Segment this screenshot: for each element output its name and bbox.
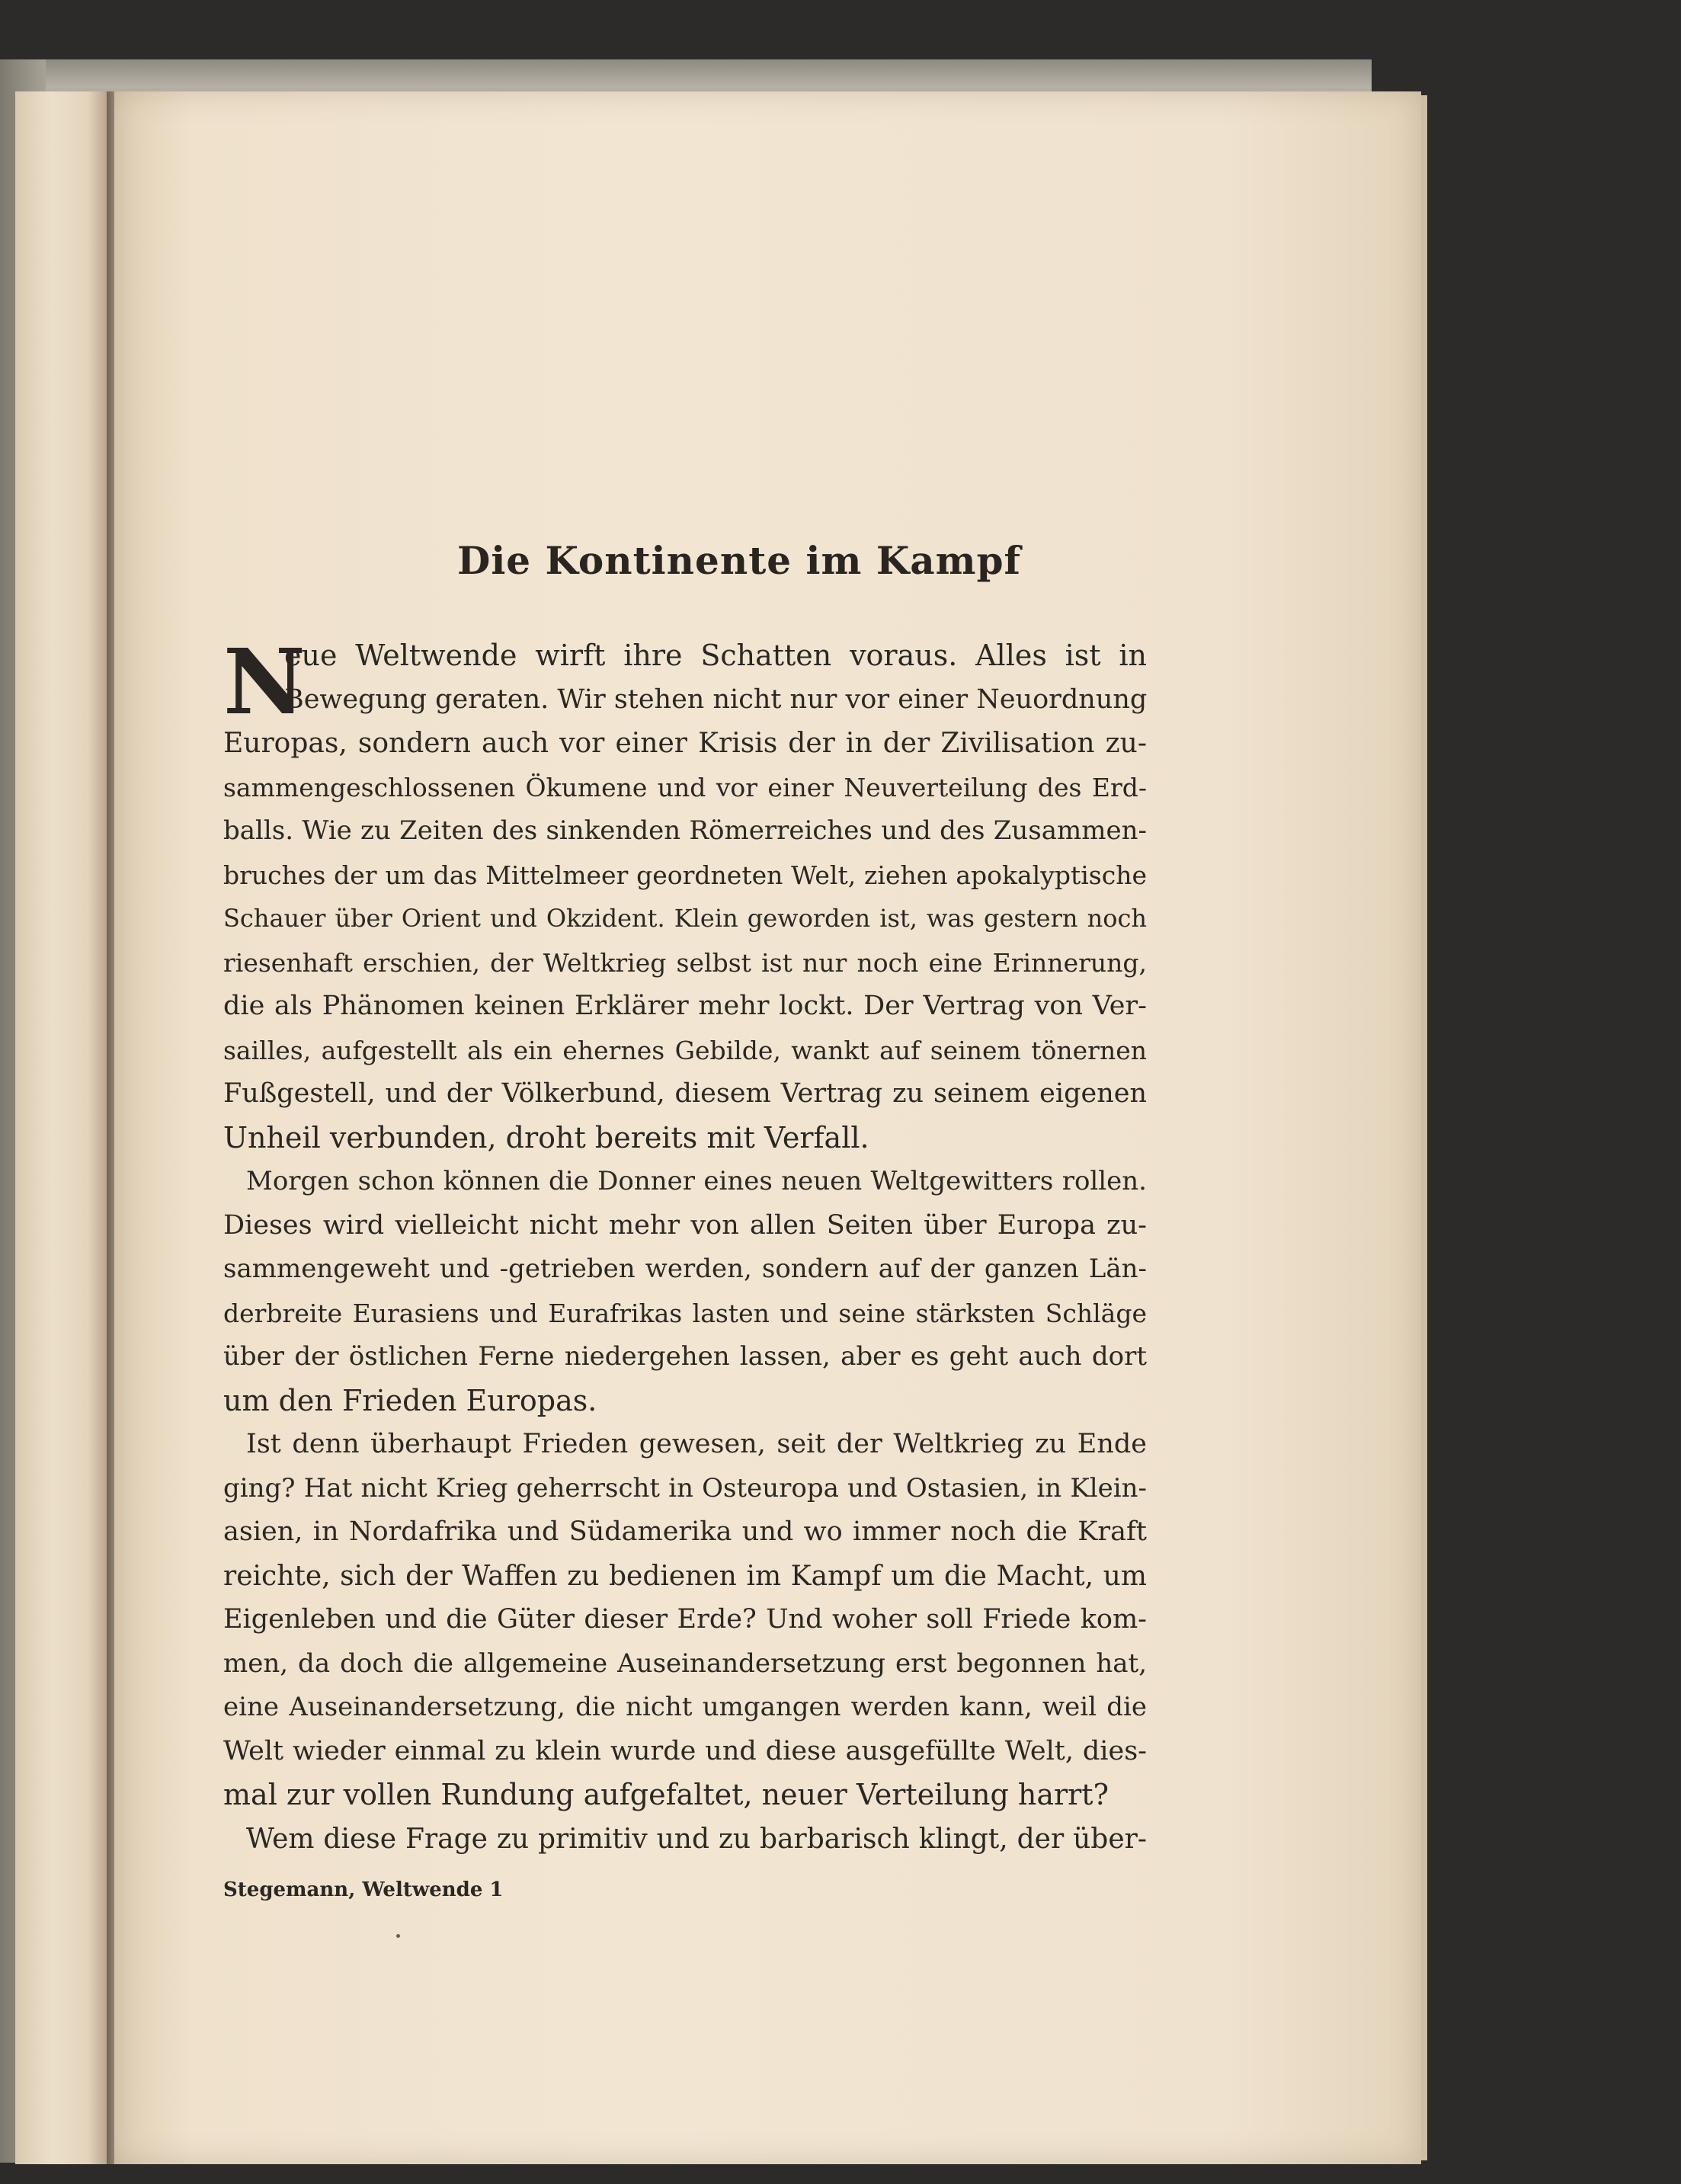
text-line: Bewegung geraten. Wir stehen nicht nur vor einer Neuordnung	[284, 684, 1147, 715]
text-line: Welt wieder einmal zu klein wurde und diese ausgefüllte Welt, dies-	[223, 1735, 1147, 1766]
text-line: reichte, sich der Waffen zu bedienen im Kampf um die Macht, um	[223, 1560, 1147, 1592]
text-line: Schauer über Orient und Okzident. Klein geworden ist, was gestern noch	[223, 904, 1147, 933]
text-line: Eigenleben und die Güter dieser Erde? Und woher soll Friede kom-	[223, 1604, 1147, 1635]
text-line: eine Auseinandersetzung, die nicht umgangen werden kann, weil die	[223, 1692, 1147, 1722]
text-line: Fußgestell, und der Völkerbund, diesem Vertrag zu seinem eigenen	[223, 1078, 1147, 1109]
body-text	[223, 629, 1147, 1861]
text-line: Dieses wird vielleicht nicht mehr von allen Seiten über Europa zu-	[223, 1209, 1147, 1241]
text-line: Unheil verbunden, droht bereits mit Verfall.	[223, 1120, 869, 1154]
text-line: sammengeschlossenen Ökumene und vor einer Neuverteilung des Erd-	[223, 772, 1147, 802]
text-line: Europas, sondern auch vor einer Krisis der in der Zivilisation zu-	[223, 728, 1147, 759]
text-line: mal zur vollen Rundung aufgefaltet, neuer Verteilung harrt?	[223, 1778, 1109, 1811]
text-line: sailles, aufgestellt als ein ehernes Gebilde, wankt auf seinem tönernen	[223, 1035, 1147, 1065]
text-line: ging? Hat nicht Krieg geherrscht in Osteuropa und Ostasien, in Klein-	[223, 1472, 1147, 1504]
text-line: um den Frieden Europas.	[223, 1383, 597, 1417]
text-line: Ist denn überhaupt Frieden gewesen, seit der Weltkrieg zu Ende	[246, 1429, 1147, 1459]
text-line: men, da doch die allgemeine Auseinandersetzung erst begonnen hat,	[223, 1648, 1147, 1679]
text-line: balls. Wie zu Zeiten des sinkenden Römerreiches und des Zusammen-	[223, 815, 1147, 846]
text-line: eue Weltwende wirft ihre Schatten voraus. Alles ist in	[284, 639, 1147, 672]
ink-dot	[396, 1934, 400, 1938]
text-line: riesenhaft erschien, der Weltkrieg selbst ist nur noch eine Erinnerung,	[223, 947, 1147, 978]
chapter-title: Die Kontinente im Kampf	[456, 538, 1022, 583]
text-line: sammengeweht und -getrieben werden, sondern auf der ganzen Län-	[223, 1254, 1147, 1284]
page-edge	[1421, 95, 1427, 2160]
signature-mark: Stegemann, Weltwende 1	[223, 1878, 504, 1901]
text-line: asien, in Nordafrika und Südamerika und wo immer noch die Kraft	[223, 1516, 1147, 1547]
text-line: Wem diese Frage zu primitiv und zu barbarisch klingt, der über-	[246, 1823, 1147, 1855]
left-page-strip	[15, 91, 109, 2164]
text-line: die als Phänomen keinen Erklärer mehr lockt. Der Vertrag von Ver-	[223, 991, 1147, 1021]
text-line: bruches der um das Mittelmeer geordneten Welt, ziehen apokalyptische	[223, 860, 1147, 890]
text-line: über der östlichen Ferne niedergehen lassen, aber es geht auch dort	[223, 1341, 1147, 1372]
drop-cap: N	[223, 629, 306, 735]
text-line: derbreite Eurasiens und Eurafrikas lasten und seine stärksten Schläge	[223, 1298, 1147, 1328]
text-line: Morgen schon können die Donner eines neuen Weltgewitters rollen.	[246, 1166, 1147, 1196]
